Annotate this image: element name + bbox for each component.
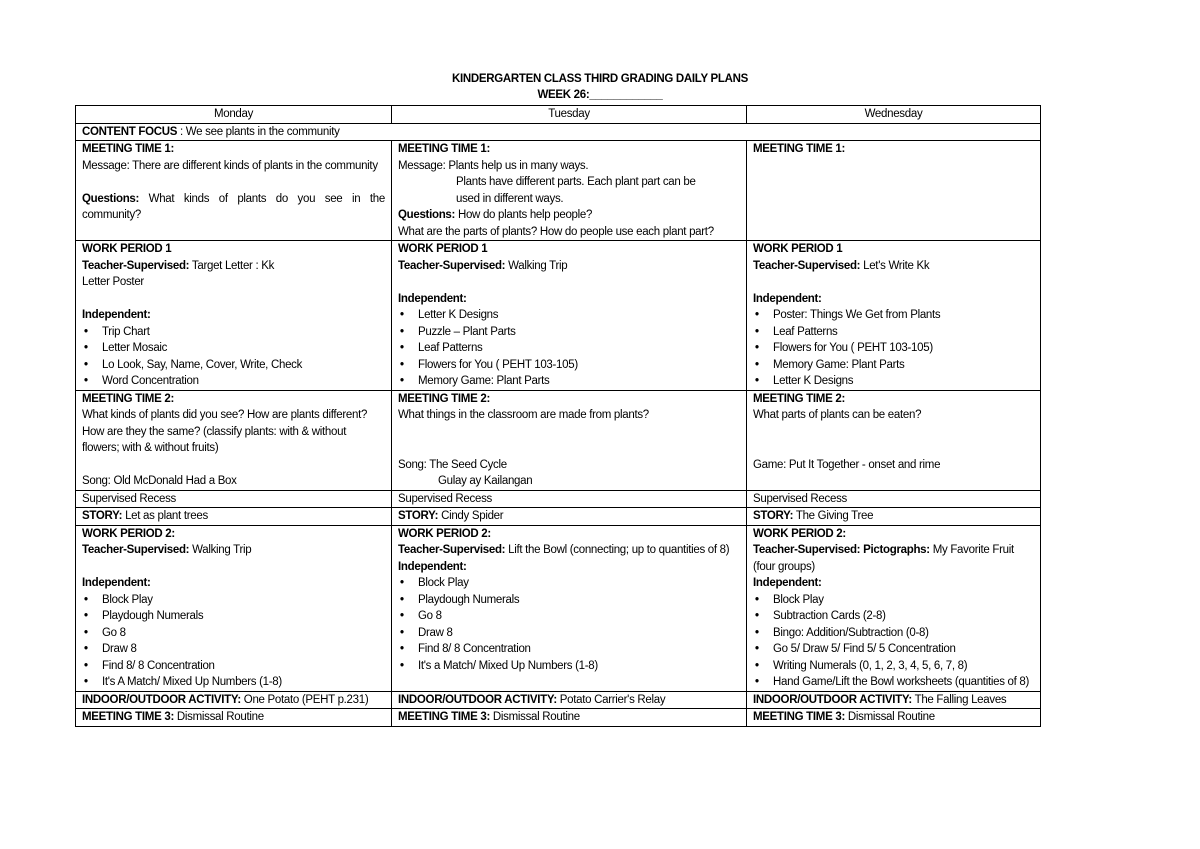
recess-row: [76, 490, 1041, 508]
content-focus-label: CONTENT FOCUS: [82, 125, 178, 138]
activity-row: [76, 691, 1041, 709]
list-item: • It's a Match/ Mixed Up Numbers (1-8): [418, 658, 740, 675]
work2-tuesday-list: [398, 575, 740, 674]
list-item: • Find 8/ 8 Concentration: [418, 641, 740, 658]
recess-tuesday: Supervised Recess: [392, 490, 747, 508]
work2-tuesday-ts: Teacher-Supervised: Lift the Bowl (connecting; up to quantities of 8): [398, 544, 730, 556]
list-item: • Leaf Patterns: [773, 324, 1034, 341]
meeting-time-2-row: [76, 390, 1041, 490]
list-item: • Block Play: [102, 592, 385, 609]
recess-wednesday: Supervised Recess: [747, 490, 1041, 508]
work1-label: WORK PERIOD 1: [753, 243, 843, 255]
list-item: • Subtraction Cards (2-8): [773, 608, 1034, 625]
meeting-time-1-row: [76, 141, 1041, 241]
questions-label: Questions:: [82, 192, 140, 205]
header-row: [76, 106, 1041, 124]
independent-label: Independent:: [398, 292, 467, 305]
list-item: • Find 8/ 8 Concentration: [102, 658, 385, 675]
independent-label: Independent:: [82, 577, 151, 589]
story-row: [76, 508, 1041, 526]
meeting1-label: MEETING TIME 1:: [82, 143, 174, 155]
meeting3-wednesday: MEETING TIME 3: Dismissal Routine: [747, 709, 1041, 727]
meeting1-tuesday-line2: Plants have different parts. Each plant part can be: [456, 176, 696, 188]
document-title: KINDERGARTEN CLASS THIRD GRADING DAILY PLANS: [451, 73, 749, 85]
work1-monday-list: [82, 324, 385, 390]
list-item: • Poster: Things We Get from Plants: [773, 307, 1034, 324]
questions-label: Questions:: [398, 209, 456, 221]
work1-monday-ts2: Letter Poster: [82, 276, 144, 288]
work2-tuesday: [392, 525, 747, 691]
list-item: • Flowers for You ( PEHT 103-105): [773, 340, 1034, 357]
meeting1-monday-questions: Questions: What kinds of plants do you see in the community?: [82, 192, 385, 221]
meeting2-tuesday-song: Song: The Seed Cycle: [398, 458, 507, 471]
recess-monday: Supervised Recess: [76, 490, 392, 508]
work2-wednesday-ts: Teacher-Supervised: Pictographs: My Favorite Fruit (four groups): [753, 544, 1014, 573]
work2-monday-ts: Teacher-Supervised: Walking Trip: [82, 544, 252, 556]
list-item: • Block Play: [418, 575, 740, 592]
list-item: • Lo Look, Say, Name, Cover, Write, Check: [102, 357, 385, 374]
meeting1-tuesday-line3: used in different ways.: [456, 192, 564, 205]
meeting2-tuesday-song2: Gulay ay Kailangan: [438, 475, 533, 487]
list-item: • Writing Numerals (0, 1, 2, 3, 4, 5, 6, 7, 8): [773, 658, 1034, 675]
content-focus-row: [76, 123, 1041, 141]
day-header-tuesday: Tuesday: [392, 106, 747, 124]
meeting1-label: MEETING TIME 1:: [753, 143, 845, 155]
week-label: WEEK 26:____________: [537, 89, 663, 101]
daily-plan-table: [75, 105, 1041, 727]
list-item: • Trip Chart: [102, 324, 385, 341]
meeting1-tuesday-message: Message: Plants help us in many ways.: [398, 159, 589, 172]
work1-monday: [76, 241, 392, 391]
meeting3-tuesday: MEETING TIME 3: Dismissal Routine: [392, 709, 747, 727]
day-header-wednesday: Wednesday: [747, 106, 1041, 124]
activity-wednesday: INDOOR/OUTDOOR ACTIVITY: The Falling Leaves: [747, 691, 1041, 709]
work2-monday: [76, 525, 392, 691]
list-item: • Go 8: [418, 608, 740, 625]
work2-wednesday-list: [753, 592, 1034, 691]
work2-label: WORK PERIOD 2:: [398, 527, 491, 540]
list-item: • Playdough Numerals: [418, 592, 740, 609]
meeting1-label: MEETING TIME 1:: [398, 143, 490, 155]
work2-monday-list: [82, 592, 385, 691]
meeting1-monday: [76, 141, 392, 241]
story-tuesday: STORY: Cindy Spider: [392, 508, 747, 526]
meeting1-tuesday-questions: Questions: How do plants help people?: [398, 209, 593, 221]
work1-wednesday: [747, 241, 1041, 391]
work2-label: WORK PERIOD 2:: [82, 527, 175, 540]
work1-tuesday-ts: Teacher-Supervised: Walking Trip: [398, 259, 568, 272]
work-period-2-row: [76, 525, 1041, 691]
meeting1-monday-message: Message: There are different kinds of plants in the community: [82, 159, 378, 172]
list-item: • It's A Match/ Mixed Up Numbers (1-8): [102, 674, 385, 691]
list-item: • Letter K Designs: [773, 373, 1034, 390]
work1-label: WORK PERIOD 1: [82, 243, 172, 255]
list-item: • Bingo: Addition/Subtraction (0-8): [773, 625, 1034, 642]
work1-wednesday-ts: Teacher-Supervised: Let's Write Kk: [753, 259, 930, 272]
work2-label: WORK PERIOD 2:: [753, 527, 846, 540]
meeting2-monday-text: What kinds of plants did you see? How are plants different? How are they the same? (classify plants: with & without flowers; with & without fruits): [82, 409, 368, 454]
meeting2-wednesday-text: What parts of plants can be eaten?: [753, 409, 922, 421]
work1-label: WORK PERIOD 1: [398, 243, 488, 255]
activity-tuesday: INDOOR/OUTDOOR ACTIVITY: Potato Carrier's Relay: [392, 691, 747, 709]
meeting-time-3-row: [76, 709, 1041, 727]
meeting2-tuesday: [392, 390, 747, 490]
content-focus-text: : We see plants in the community: [177, 125, 340, 138]
meeting2-monday: [76, 390, 392, 490]
work1-wednesday-list: [753, 307, 1034, 390]
meeting2-tuesday-text: What things in the classroom are made from plants?: [398, 409, 649, 421]
meeting2-wednesday-game: Game: Put It Together - onset and rime: [753, 458, 941, 471]
day-header-monday: Monday: [76, 106, 392, 124]
list-item: • Go 8: [102, 625, 385, 642]
list-item: • Puzzle – Plant Parts: [418, 324, 740, 341]
story-wednesday: STORY: The Giving Tree: [747, 508, 1041, 526]
work1-tuesday: [392, 241, 747, 391]
list-item: • Memory Game: Plant Parts: [773, 357, 1034, 374]
list-item: • Memory Game: Plant Parts: [418, 373, 740, 390]
list-item: • Playdough Numerals: [102, 608, 385, 625]
meeting3-monday: MEETING TIME 3: Dismissal Routine: [76, 709, 392, 727]
activity-monday: INDOOR/OUTDOOR ACTIVITY: One Potato (PEHT p.231): [76, 691, 392, 709]
content-focus-cell: [76, 123, 1041, 141]
list-item: • Block Play: [773, 592, 1034, 609]
list-item: • Letter Mosaic: [102, 340, 385, 357]
list-item: • Letter K Designs: [418, 307, 740, 324]
list-item: • Hand Game/Lift the Bowl worksheets (quantities of 8): [773, 674, 1034, 691]
work2-wednesday: [747, 525, 1041, 691]
list-item: • Go 5/ Draw 5/ Find 5/ 5 Concentration: [773, 641, 1034, 658]
meeting1-wednesday: [747, 141, 1041, 241]
meeting1-tuesday: [392, 141, 747, 241]
meeting2-label: MEETING TIME 2:: [398, 392, 490, 405]
independent-label: Independent:: [753, 577, 822, 589]
independent-label: Independent:: [753, 292, 822, 305]
meeting2-wednesday: [747, 390, 1041, 490]
list-item: • Leaf Patterns: [418, 340, 740, 357]
independent-label: Independent:: [82, 309, 151, 321]
list-item: • Draw 8: [102, 641, 385, 658]
list-item: • Draw 8: [418, 625, 740, 642]
meeting1-tuesday-line5: What are the parts of plants? How do people use each plant part?: [398, 225, 714, 238]
list-item: • Flowers for You ( PEHT 103-105): [418, 357, 740, 374]
work1-monday-ts: Teacher-Supervised: Target Letter : Kk: [82, 259, 275, 272]
work-period-1-row: [76, 241, 1041, 391]
meeting2-label: MEETING TIME 2:: [753, 392, 845, 405]
meeting2-label: MEETING TIME 2:: [82, 392, 174, 405]
work1-tuesday-list: [398, 307, 740, 390]
meeting2-monday-song: Song: Old McDonald Had a Box: [82, 475, 237, 487]
list-item: • Word Concentration: [102, 373, 385, 390]
story-monday: STORY: Let as plant trees: [76, 508, 392, 526]
independent-label: Independent:: [398, 560, 467, 573]
